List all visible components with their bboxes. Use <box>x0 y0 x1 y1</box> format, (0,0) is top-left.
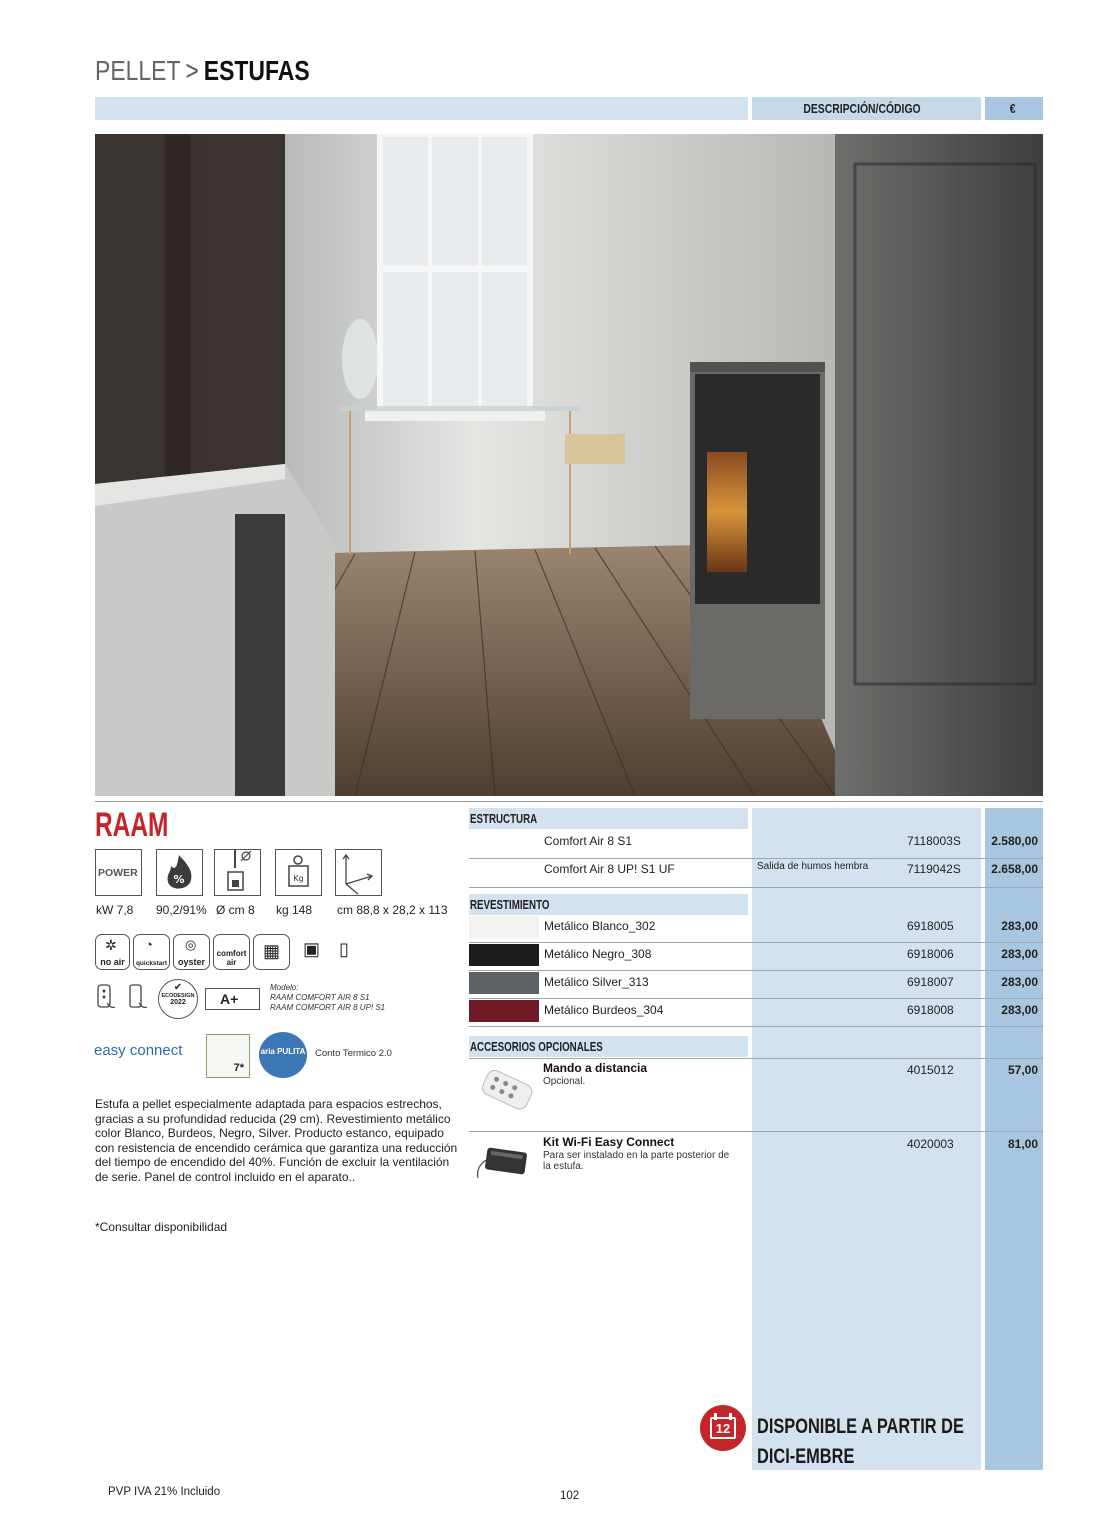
desc-code-header: DESCRIPCIÓN/CÓDIGO <box>803 101 921 116</box>
quickstart-label: quickstart <box>135 960 168 967</box>
revestimiento-price-2: 283,00 <box>1001 947 1038 961</box>
row-divider <box>469 970 1043 971</box>
swatch-burdeos <box>469 1000 539 1022</box>
svg-text:%: % <box>173 873 185 886</box>
row-divider <box>469 858 1043 859</box>
accessory-desc-2: Para ser instalado en la parte posterior de la estufa. <box>543 1150 730 1172</box>
section-title: ESTRUCTURA <box>470 811 538 826</box>
section-header-revestimiento <box>469 894 748 915</box>
weight-icon <box>275 849 322 896</box>
revestimiento-price-4: 283,00 <box>1001 1003 1038 1017</box>
availability-text: DISPONIBLE A PARTIR DE DICI-EMBRE <box>757 1415 964 1468</box>
model-caption-line2: RAAM COMFORT AIR 8 UP! S1 <box>270 1003 386 1012</box>
header-desc-column <box>752 97 981 120</box>
quickstart-icon: ◔ quickstart <box>133 934 170 970</box>
comfort-air-label: comfort air <box>216 949 247 967</box>
estructura-note-2: Salida de humos hembra <box>757 861 869 872</box>
product-name: RAAM <box>95 806 169 844</box>
comfort-air-icon <box>213 934 250 970</box>
row-divider <box>469 887 1043 888</box>
flamme-verte-rating: 7* <box>233 1062 244 1074</box>
row-divider <box>469 1131 1043 1132</box>
breadcrumb-subcategory: ESTUFAS <box>203 55 310 86</box>
accessory-price-2: 81,00 <box>1007 1137 1038 1151</box>
conto-termico: Conto Termico 2.0 <box>315 1048 392 1059</box>
section-title: REVESTIMIENTO <box>470 897 550 912</box>
row-divider <box>469 942 1043 943</box>
estructura-price-2: 2.658,00 <box>991 862 1038 876</box>
easy-connect-logo: easy connect <box>94 1042 183 1059</box>
oyster-icon: ◎ oyster <box>173 934 210 970</box>
wifi-kit-image <box>472 1138 538 1190</box>
efficiency-value: 90,2/91% <box>156 903 207 917</box>
weight-unit: Kg <box>293 874 304 883</box>
revestimiento-code-1: 6918005 <box>907 919 954 933</box>
oyster-label: oyster <box>177 957 205 967</box>
stove-icon: ▣ <box>293 934 328 970</box>
swatch-silver <box>469 972 539 994</box>
revestimiento-name-3: Metálico Silver_313 <box>544 975 649 989</box>
dimensions-icon <box>335 849 382 896</box>
ecodesign-year: 2022 <box>170 999 186 1006</box>
header-price-column <box>985 97 1043 120</box>
page-title <box>95 55 310 87</box>
estructura-name-1: Comfort Air 8 S1 <box>544 834 633 848</box>
page-number: 102 <box>560 1490 580 1502</box>
product-description: Estufa a pellet especialmente adaptada para espacios estrechos, gracias a su profundidad reducida (29 cm). Revestimiento metálico color Blanco, Burdeos, Negro, Silver. Producto estanco, equipado con resistencia de encendido cerámica que garantiza una reducción del tiempo de encendido del 40%. Función de excluir la ventilación de serie. Panel de control incluido en el aparato.. <box>95 1097 458 1184</box>
power-label: POWER <box>98 867 138 879</box>
no-air-label: no air <box>100 957 125 967</box>
aria-pulita-logo: aria PULITA <box>260 1047 306 1056</box>
revestimiento-name-2: Metálico Negro_308 <box>544 947 652 961</box>
door-icon: ▯ <box>331 934 366 970</box>
section-header-accesorios <box>469 1036 748 1057</box>
flue-value: Ø cm 8 <box>216 903 255 917</box>
breadcrumb-separator: > <box>185 55 199 86</box>
weight-value: kg 148 <box>276 903 313 917</box>
revestimiento-price-3: 283,00 <box>1001 975 1038 989</box>
accessory-desc-1: Opcional. <box>543 1076 586 1087</box>
calendar-month-icon <box>700 1405 746 1451</box>
flue-diameter-icon <box>214 849 261 896</box>
efficiency-flame-icon <box>156 849 203 896</box>
revestimiento-code-3: 6918007 <box>907 975 954 989</box>
smartphone-icon <box>127 983 149 1015</box>
revestimiento-code-4: 6918008 <box>907 1003 954 1017</box>
section-header-estructura <box>469 808 748 829</box>
header-bar <box>95 97 748 120</box>
accessory-price-1: 57,00 <box>1007 1063 1038 1077</box>
power-value: kW 7,8 <box>96 903 134 917</box>
dimensions-value: cm 88,8 x 28,2 x 113 <box>337 903 448 917</box>
calendar-icon: ▦ <box>253 934 290 970</box>
flamme-verte-badge <box>206 1034 250 1078</box>
remote-control-icon <box>95 983 117 1015</box>
estructura-name-2: Comfort Air 8 UP! S1 UF <box>544 862 675 876</box>
accessory-name-2: Kit Wi-Fi Easy Connect <box>543 1135 675 1149</box>
divider <box>95 801 1043 802</box>
availability-disclaimer: *Consultar disponibilidad <box>95 1220 228 1234</box>
model-caption-line1: RAAM COMFORT AIR 8 S1 <box>270 993 370 1002</box>
accessory-code-2: 4020003 <box>907 1137 954 1151</box>
aria-pulita-badge <box>259 1032 307 1078</box>
currency-header: € <box>1009 101 1016 116</box>
row-divider <box>469 1058 1043 1059</box>
product-photo <box>95 134 1043 796</box>
model-caption <box>270 983 385 1013</box>
energy-class-badge <box>205 988 260 1010</box>
revestimiento-name-4: Metálico Burdeos_304 <box>544 1003 664 1017</box>
swatch-blanco <box>469 916 539 938</box>
estructura-code-1: 7118003S <box>907 834 961 848</box>
revestimiento-price-1: 283,00 <box>1001 919 1038 933</box>
breadcrumb-category: PELLET <box>95 55 181 86</box>
no-air-icon: ✲ no air <box>95 934 130 970</box>
estructura-price-1: 2.580,00 <box>991 834 1038 848</box>
energy-class: A+ <box>220 991 239 1007</box>
price-note: PVP IVA 21% Incluido <box>108 1486 221 1498</box>
month-number: 12 <box>715 1421 731 1436</box>
row-divider <box>469 998 1043 999</box>
ecodesign-badge: ✔ ECODESIGN 2022 <box>158 979 198 1019</box>
swatch-negro <box>469 944 539 966</box>
row-divider <box>469 1026 1043 1027</box>
revestimiento-name-1: Metálico Blanco_302 <box>544 919 656 933</box>
remote-control-image <box>472 1062 538 1122</box>
accessory-code-1: 4015012 <box>907 1063 954 1077</box>
ecodesign-label: ECODESIGN <box>161 993 195 999</box>
model-caption-label: Modelo: <box>270 983 299 992</box>
estructura-code-2: 7119042S <box>907 862 961 876</box>
accessory-name-1: Mando a distancia <box>543 1061 648 1075</box>
section-title: ACCESORIOS OPCIONALES <box>470 1039 603 1054</box>
power-icon <box>95 849 142 896</box>
revestimiento-code-2: 6918006 <box>907 947 954 961</box>
